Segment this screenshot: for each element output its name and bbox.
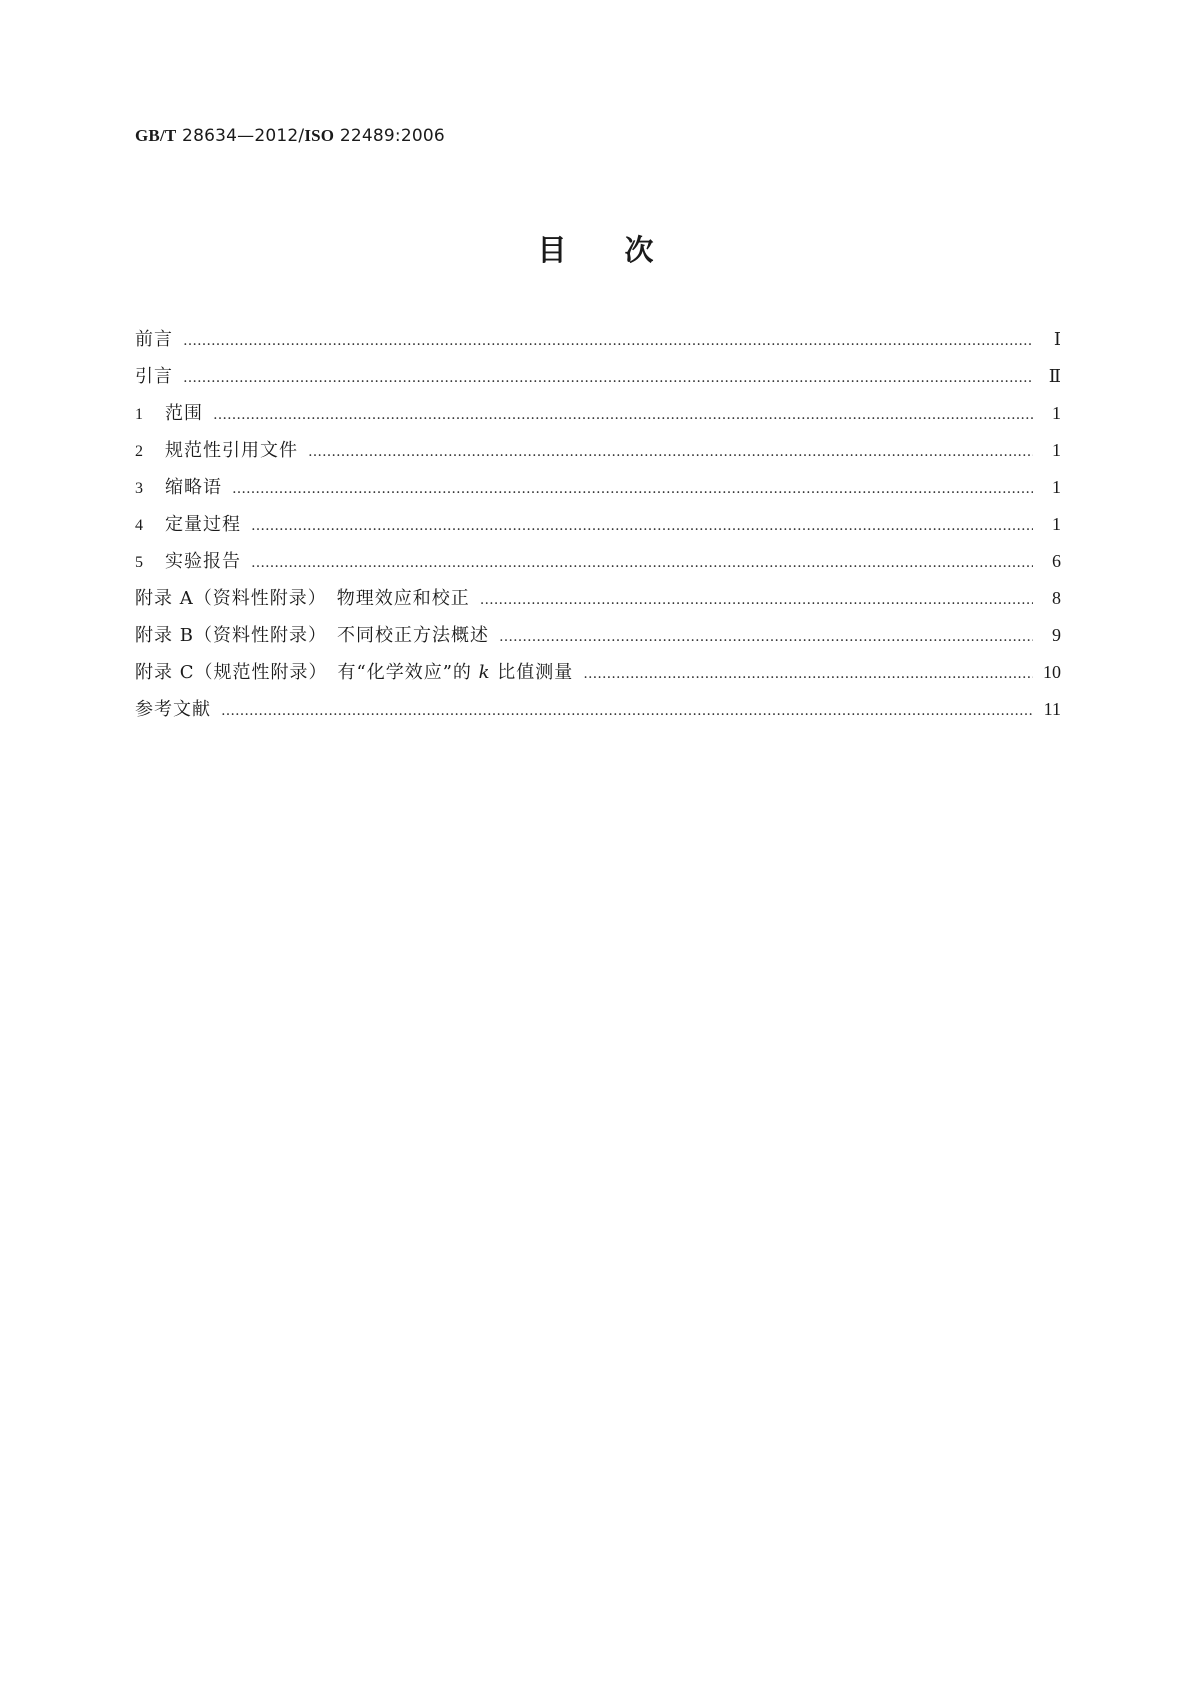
toc-leader-dots — [232, 481, 1033, 497]
standard-code — [135, 126, 445, 146]
toc-section-title: 规范性引用文件 — [165, 440, 298, 461]
toc-section-number: 5 — [135, 554, 144, 571]
toc-entry-label — [135, 658, 583, 684]
toc-entry-foreword[interactable] — [135, 325, 1061, 362]
toc-page-number: 1 — [1052, 477, 1061, 497]
toc-entry-annex-b[interactable] — [135, 621, 1061, 658]
toc-entry-label — [135, 510, 251, 536]
toc-entry-label: 附录 A（资料性附录） 物理效应和校正 — [135, 588, 470, 609]
toc-entry-introduction[interactable] — [135, 362, 1061, 399]
toc-page-number: 1 — [1052, 514, 1061, 534]
toc-entry-abbreviations[interactable] — [135, 473, 1061, 510]
toc-page-number: Ⅰ — [1053, 329, 1061, 349]
toc-page-number: 11 — [1043, 699, 1061, 719]
toc-leader-dots — [183, 333, 1033, 349]
toc-section-title: 缩略语 — [165, 477, 222, 498]
toc-leader-dots — [213, 407, 1033, 423]
toc-leader-dots — [251, 555, 1033, 571]
toc-entry-quantification-procedure[interactable] — [135, 510, 1061, 547]
toc-entry-normative-references[interactable] — [135, 436, 1061, 473]
toc-section-title: 范围 — [165, 403, 203, 424]
page-title: 目次 — [537, 233, 712, 267]
toc-page-number: 10 — [1043, 662, 1061, 682]
toc-section-number: 2 — [135, 443, 144, 460]
toc-entry-label-end: 比值测量 — [497, 662, 574, 683]
toc-section-number: 3 — [135, 480, 144, 497]
toc-entry-label: 参考文献 — [135, 699, 211, 720]
toc-entry-label — [135, 399, 213, 425]
toc-page-number: 1 — [1052, 403, 1061, 423]
toc-leader-dots — [499, 629, 1033, 645]
toc-page-number: 9 — [1052, 625, 1061, 645]
toc-section-number: 4 — [135, 517, 144, 534]
toc-entry-label: 引言 — [135, 366, 173, 387]
toc-entry-label — [135, 547, 251, 573]
toc-page-number: 1 — [1052, 440, 1061, 460]
toc-leader-dots — [308, 444, 1033, 460]
toc-entry-scope[interactable] — [135, 399, 1061, 436]
toc-leader-dots — [183, 370, 1033, 386]
toc-entry-label: 附录 B（资料性附录） 不同校正方法概述 — [135, 625, 489, 646]
toc-entry-label-k-symbol: k — [478, 662, 491, 683]
toc-entry-label — [135, 436, 308, 462]
table-of-contents — [135, 325, 1061, 732]
toc-leader-dots — [251, 518, 1033, 534]
iso-number: 22489:2006 — [339, 126, 445, 146]
toc-entry-bibliography[interactable] — [135, 695, 1061, 732]
toc-entry-label: 前言 — [135, 329, 173, 350]
toc-entry-annex-a[interactable] — [135, 584, 1061, 621]
standard-prefix: GB/T — [135, 126, 177, 145]
toc-page-number: 8 — [1052, 588, 1061, 608]
toc-section-title: 定量过程 — [165, 514, 241, 535]
standard-number: 28634—2012/ — [182, 126, 305, 146]
toc-leader-dots — [480, 592, 1033, 608]
toc-leader-dots — [583, 666, 1033, 682]
toc-section-number: 1 — [135, 406, 144, 423]
toc-entry-annex-c[interactable] — [135, 658, 1061, 695]
toc-leader-dots — [221, 703, 1033, 719]
toc-entry-label — [135, 473, 232, 499]
toc-entry-test-report[interactable] — [135, 547, 1061, 584]
toc-section-title: 实验报告 — [165, 551, 241, 572]
toc-page-number: Ⅱ — [1048, 366, 1061, 386]
iso-prefix: ISO — [304, 126, 335, 145]
toc-page-number: 6 — [1052, 551, 1061, 571]
toc-entry-label-start: 附录 C（规范性附录） 有“化学效应”的 — [135, 662, 472, 683]
